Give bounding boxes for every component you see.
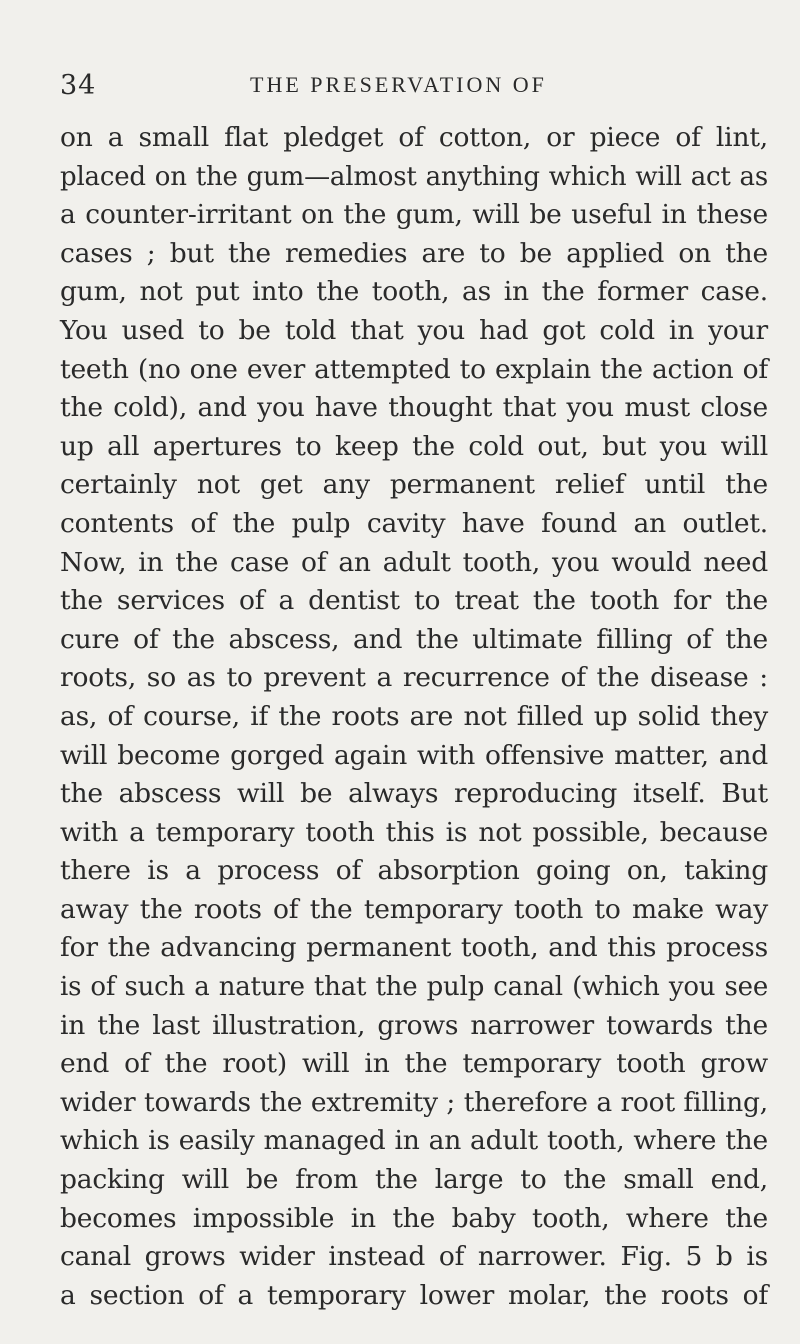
text-line: placed on the gum—almost anything which will act as <box>60 161 768 192</box>
text-line: there is a process of absorption going on, taking <box>60 855 768 887</box>
text-line: the services of a dentist to treat the tooth for the <box>60 585 768 617</box>
text-line: packing will be from the large to the small end, <box>60 1164 768 1196</box>
text-line: Now, in the case of an adult tooth, you would need <box>60 546 768 578</box>
text-line: with a temporary tooth this is not possible, because <box>60 816 768 848</box>
text-line: canal grows wider instead of narrower. Fig. 5 b is <box>60 1241 768 1273</box>
text-line: teeth (no one ever attempted to explain the action of <box>60 353 768 385</box>
text-line: becomes impossible in the baby tooth, where the <box>60 1202 768 1234</box>
text-line: will become gorged again with offensive matter, and <box>60 739 768 771</box>
running-head <box>60 70 740 110</box>
page-number: 34 <box>60 70 97 101</box>
text-line: is of such a nature that the pulp canal (which you see <box>60 972 768 1003</box>
text-line: up all apertures to keep the cold out, but you will <box>60 430 768 462</box>
text-line: You used to be told that you had got cold in your <box>60 314 768 346</box>
text-line: the cold), and you have thought that you must close <box>60 392 768 424</box>
text-line: which is easily managed in an adult tooth, where the <box>60 1125 768 1157</box>
text-line: contents of the pulp cavity have found an outlet. <box>60 507 768 539</box>
text-line: wider towards the extremity ; therefore a root filling, <box>60 1086 768 1118</box>
text-line: as, of course, if the roots are not filled up solid they <box>60 700 768 732</box>
text-line: gum, not put into the tooth, as in the former case. <box>60 276 768 308</box>
text-line: a counter-irritant on the gum, will be useful in these <box>60 199 768 231</box>
text-line: the abscess will be always reproducing itself. But <box>60 778 768 810</box>
text-line: in the last illustration, grows narrower towards the <box>60 1009 768 1041</box>
text-line: a section of a temporary lower molar, the roots of <box>60 1279 768 1311</box>
running-title: THE PRESERVATION OF <box>250 72 547 97</box>
text-line: cases ; but the remedies are to be applied on the <box>60 237 768 269</box>
body-text <box>60 119 768 1315</box>
text-line: away the roots of the temporary tooth to make way <box>60 893 768 925</box>
text-line: certainly not get any permanent relief until the <box>60 469 768 501</box>
text-line: on a small flat pledget of cotton, or piece of lint, <box>60 122 768 153</box>
text-line: for the advancing permanent tooth, and this process <box>60 932 768 964</box>
text-line: cure of the abscess, and the ultimate filling of the <box>60 623 768 655</box>
text-line: roots, so as to prevent a recurrence of the disease : <box>60 662 768 694</box>
text-line: end of the root) will in the temporary tooth grow <box>60 1048 768 1080</box>
